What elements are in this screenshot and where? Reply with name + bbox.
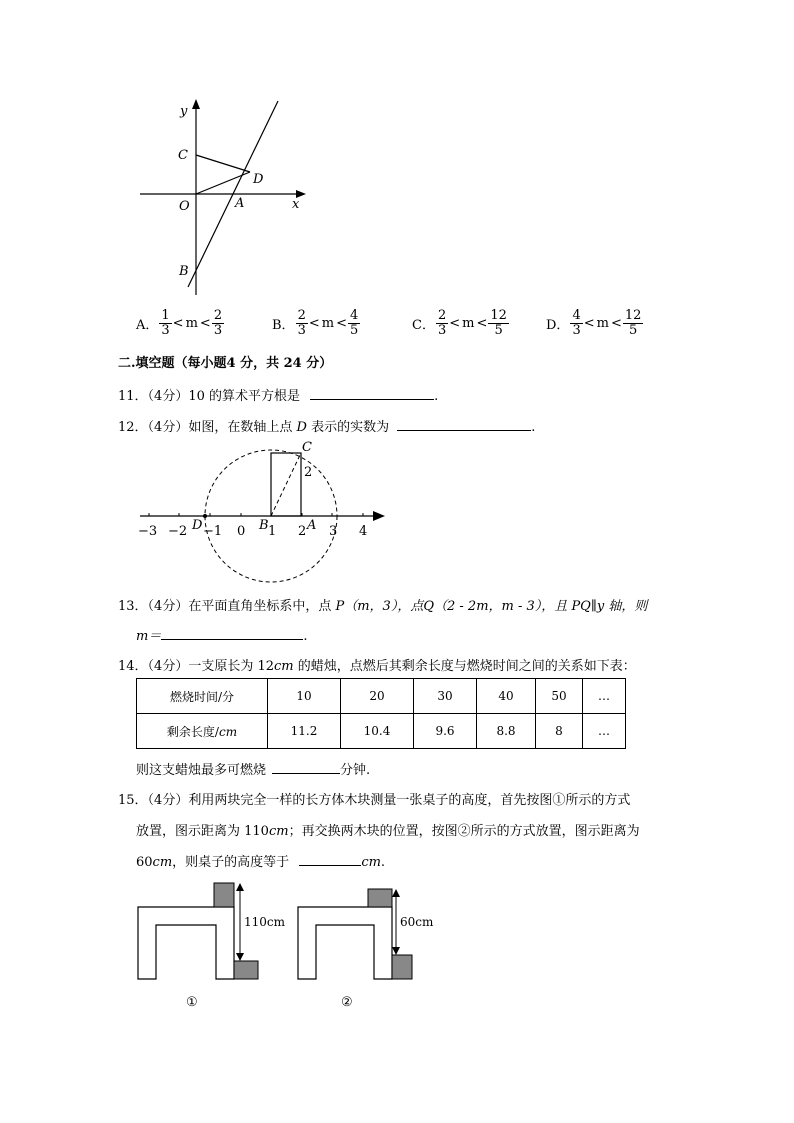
label-d: D <box>192 518 203 533</box>
svg-text:4: 4 <box>359 524 368 539</box>
question-13-line2: m＝ . <box>136 629 308 644</box>
label-d: D <box>253 172 264 187</box>
svg-text:0: 0 <box>237 524 246 539</box>
desk-2 <box>298 907 392 979</box>
block-bottom-1 <box>234 961 258 979</box>
data-table <box>136 678 626 749</box>
option-a[interactable]: A． $\frac{1}{3}$ < m < $\frac{2}{3}$ <box>136 308 223 338</box>
option-b[interactable]: B． $\frac{2}{3}$ < m < $\frac{4}{5}$ <box>272 308 359 338</box>
question-15-line3: 60cm，则桌子的高度等于 cm. <box>136 855 386 870</box>
segment-od <box>196 172 250 194</box>
answer-blank-13[interactable] <box>161 627 303 640</box>
svg-text:2: 2 <box>298 524 307 539</box>
caption-1: ① <box>186 995 198 1010</box>
svg-text:−2: −2 <box>168 524 188 539</box>
question-14: 14．（4分）一支原长为 12cm 的蜡烛，点燃后其剩余长度与燃烧时间之间的关系如下表： <box>118 659 636 674</box>
caption-2: ② <box>341 995 353 1010</box>
number-axis-arrow <box>373 511 385 521</box>
question-15: 15．（4分）利用两块完全一样的长方体木块测量一张桌子的高度，首先按图①所示的方式 <box>118 793 631 808</box>
diagonal-bc <box>271 453 301 516</box>
block-top-1 <box>214 883 234 907</box>
label-b: B <box>259 518 269 533</box>
answer-blank-12[interactable] <box>397 418 531 431</box>
y-axis-arrow <box>192 99 200 109</box>
segment-cd <box>196 155 250 172</box>
label-c: C <box>178 148 188 163</box>
measure-label-1: 110cm <box>244 915 286 929</box>
option-c[interactable]: C． $\frac{2}{3}$ < m < $\frac{12}{5}$ <box>412 308 507 338</box>
measure-label-2: 60cm <box>400 915 434 929</box>
svg-text:−1: −1 <box>203 524 223 539</box>
label-a: A <box>307 518 317 533</box>
answer-blank-15[interactable] <box>299 853 361 866</box>
answer-blank-11[interactable] <box>310 387 434 400</box>
label-x: x <box>292 197 300 212</box>
label-a: A <box>235 196 245 211</box>
point-d <box>203 514 207 518</box>
label-b: B <box>179 264 189 279</box>
desk-1 <box>138 907 234 979</box>
section-title: 二.填空题（每小题4 分，共 24 分） <box>118 356 333 371</box>
label-y: y <box>180 104 188 119</box>
svg-text:−3: −3 <box>138 524 158 539</box>
coordinate-figure <box>130 95 330 305</box>
table-row: 燃烧时间/分 10 20 30 40 50 … <box>137 679 626 714</box>
table-row: 剩余长度/cm 11.2 10.4 9.6 8.8 8 … <box>137 714 626 749</box>
question-11: 11．（4分）10 的算术平方根是 . <box>118 389 439 404</box>
table-figures <box>130 876 450 1016</box>
option-d[interactable]: D． $\frac{4}{3}$ < m < $\frac{12}{5}$ <box>546 308 642 338</box>
svg-text:1: 1 <box>268 524 277 539</box>
number-line-figure <box>130 436 395 586</box>
block-bottom-2 <box>392 955 412 979</box>
svg-text:3: 3 <box>329 524 338 539</box>
question-14-followup: 则这支蜡烛最多可燃烧 分钟. <box>136 763 371 778</box>
label-o: O <box>179 199 190 214</box>
label-c: C <box>302 440 312 455</box>
question-13: 13．（4分）在平面直角坐标系中，点 P（m，3），点Q（2 - 2m，m - 3），且 PQ∥y 轴，则 <box>118 599 648 614</box>
block-top-2 <box>368 889 392 907</box>
question-15-line2: 放置，图示距离为 110cm；再交换两木块的位置，按图②所示的方式放置，图示距离为 <box>136 824 640 839</box>
svg-text:2: 2 <box>304 465 313 480</box>
answer-blank-14[interactable] <box>272 761 340 774</box>
question-12: 12．（4分）如图，在数轴上点 D 表示的实数为 . <box>118 420 536 435</box>
